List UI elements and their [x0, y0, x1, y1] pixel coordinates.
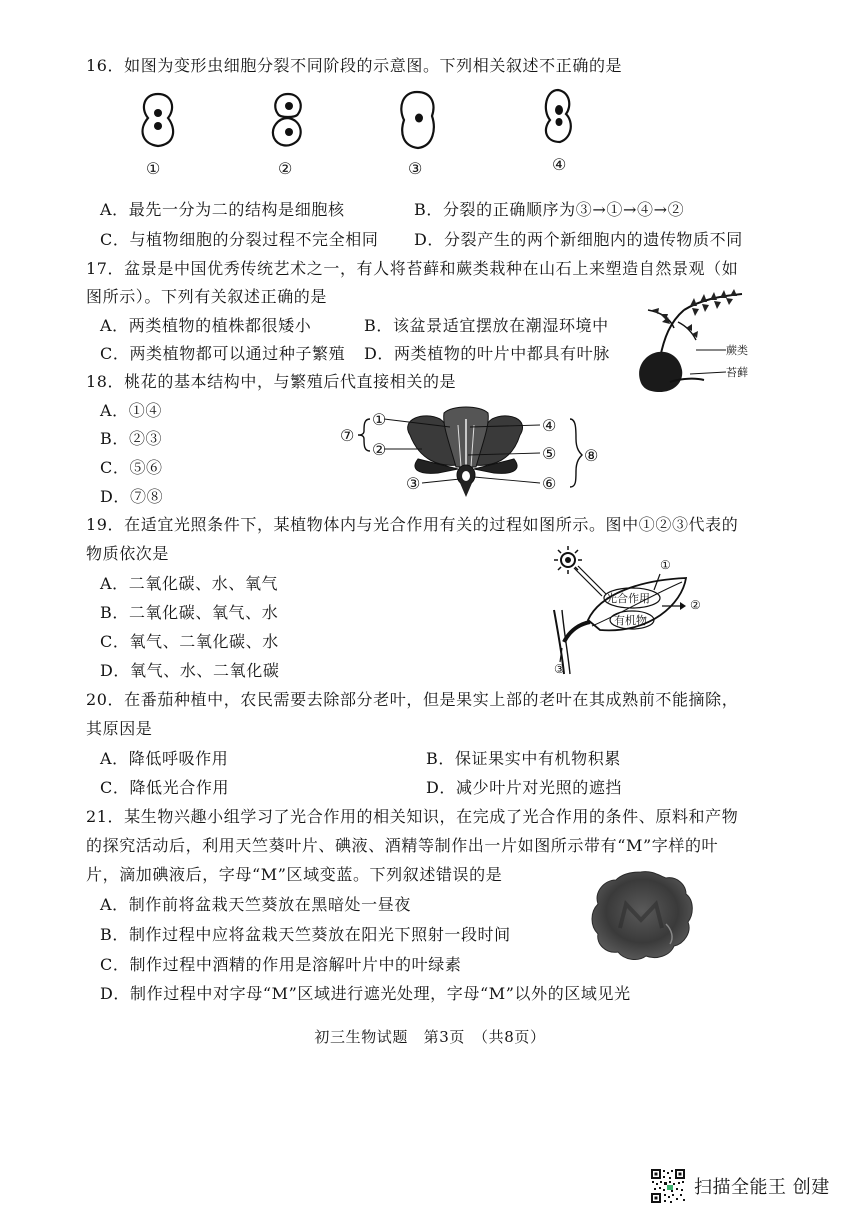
q19-product-label: 有机物 [614, 614, 647, 627]
q21-stem-line3: 片，滴加碘液后，字母“M”区域变蓝。下列叙述错误的是 [86, 865, 503, 884]
q20-stem-line2: 其原因是 [86, 719, 153, 738]
q21-option-a: A．制作前将盆栽天竺葵放在黑暗处一昼夜 [100, 895, 411, 914]
q19-option-b: B．二氧化碳、氧气、水 [100, 603, 279, 622]
q19-option-a: A．二氧化碳、水、氧气 [100, 574, 279, 593]
qr-code-icon [650, 1168, 686, 1204]
q20-option-a: A．降低呼吸作用 [100, 749, 229, 768]
page-footer: 初三生物试题 第3页 （共8页） [314, 1028, 546, 1046]
q18-option-d: D．⑦⑧ [100, 487, 164, 506]
q21-stem-line2: 的探究活动后，利用天竺葵叶片、碘液、酒精等制作出一片如图所示带有“M”字样的叶 [86, 836, 719, 855]
q20-option-c: C．降低光合作用 [100, 778, 230, 797]
q18-label-4: ④ [542, 416, 557, 435]
q21-option-c: C．制作过程中酒精的作用是溶解叶片中的叶绿素 [100, 955, 462, 974]
q18-option-c: C．⑤⑥ [100, 458, 163, 477]
q18-option-a: A．①④ [100, 401, 162, 420]
q17-stem-line2: 图所示）。下列有关叙述正确的是 [86, 287, 328, 306]
q21-stem-line1: 21．某生物兴趣小组学习了光合作用的相关知识，在完成了光合作用的条件、原料和产物 [86, 807, 739, 826]
camscanner-watermark [650, 1168, 830, 1204]
q19-stem-line1: 19．在适宜光照条件下，某植物体内与光合作用有关的过程如图所示。图中①②③代表的 [86, 515, 739, 534]
q19-label-2: ② [690, 598, 701, 612]
q16-option-d: D．分裂产生的两个新细胞内的遗传物质不同 [414, 230, 743, 249]
q17-option-d: D．两类植物的叶片中都具有叶脉 [364, 344, 610, 363]
q16-stem: 16．如图为变形虫细胞分裂不同阶段的示意图。下列相关叙述不正确的是 [86, 56, 623, 75]
q18-option-b: B．②③ [100, 429, 163, 448]
q19-label-1: ① [660, 558, 671, 572]
q20-stem-line1: 20．在番茄种植中，农民需要去除部分老叶，但是果实上部的老叶在其成熟前不能摘除， [86, 690, 739, 709]
q19-option-c: C．氧气、二氧化碳、水 [100, 632, 279, 651]
q17-stem-line1: 17．盆景是中国优秀传统艺术之一，有人将苔藓和蕨类栽种在山石上来塑造自然景观（如 [86, 259, 739, 278]
q18-stem: 18．桃花的基本结构中，与繁殖后代直接相关的是 [86, 372, 457, 391]
q19-option-d: D．氧气、水、二氧化碳 [100, 661, 280, 680]
q19-photosynthesis-figure [540, 544, 720, 680]
q18-flower-figure [340, 405, 610, 500]
q16-option-b: B．分裂的正确顺序为③→①→④→② [414, 200, 685, 219]
q18-label-3: ③ [406, 474, 421, 493]
q17-bonsai-figure [630, 288, 760, 398]
q19-stem-line2: 物质依次是 [86, 544, 170, 563]
q21-option-d: D．制作过程中对字母“M”区域进行遮光处理，字母“M”以外的区域见光 [100, 984, 631, 1003]
q16-label-2: ② [278, 159, 293, 178]
q16-label-3: ③ [408, 159, 423, 178]
q16-option-c: C．与植物细胞的分裂过程不完全相同 [100, 230, 379, 249]
q19-process-label: 光合作用 [606, 592, 650, 605]
q16-amoeba-figure [132, 86, 602, 186]
q18-label-8: ⑧ [584, 446, 599, 465]
q17-option-a: A．两类植物的植株都很矮小 [100, 316, 312, 335]
q16-label-1: ① [146, 159, 161, 178]
q21-option-b: B．制作过程中应将盆栽天竺葵放在阳光下照射一段时间 [100, 925, 511, 944]
q20-option-d: D．减少叶片对光照的遮挡 [426, 778, 623, 797]
q17-fern-label: 蕨类 [726, 344, 748, 357]
q17-moss-label: 苔藓 [726, 366, 748, 379]
q19-label-3: ③ [554, 662, 565, 676]
q18-label-1: ① [372, 410, 387, 429]
q17-option-b: B．该盆景适宜摆放在潮湿环境中 [364, 316, 609, 335]
q18-label-7: ⑦ [340, 426, 355, 445]
q20-option-b: B．保证果实中有机物积累 [426, 749, 621, 768]
q18-label-5: ⑤ [542, 444, 557, 463]
q16-label-4: ④ [552, 155, 567, 174]
q18-label-6: ⑥ [542, 474, 557, 493]
q17-option-c: C．两类植物都可以通过种子繁殖 [100, 344, 346, 363]
q16-option-a: A．最先一分为二的结构是细胞核 [100, 200, 345, 219]
q21-leaf-photo [586, 868, 696, 964]
watermark-text: 扫描全能王 创建 [694, 1177, 830, 1198]
q18-label-2: ② [372, 440, 387, 459]
